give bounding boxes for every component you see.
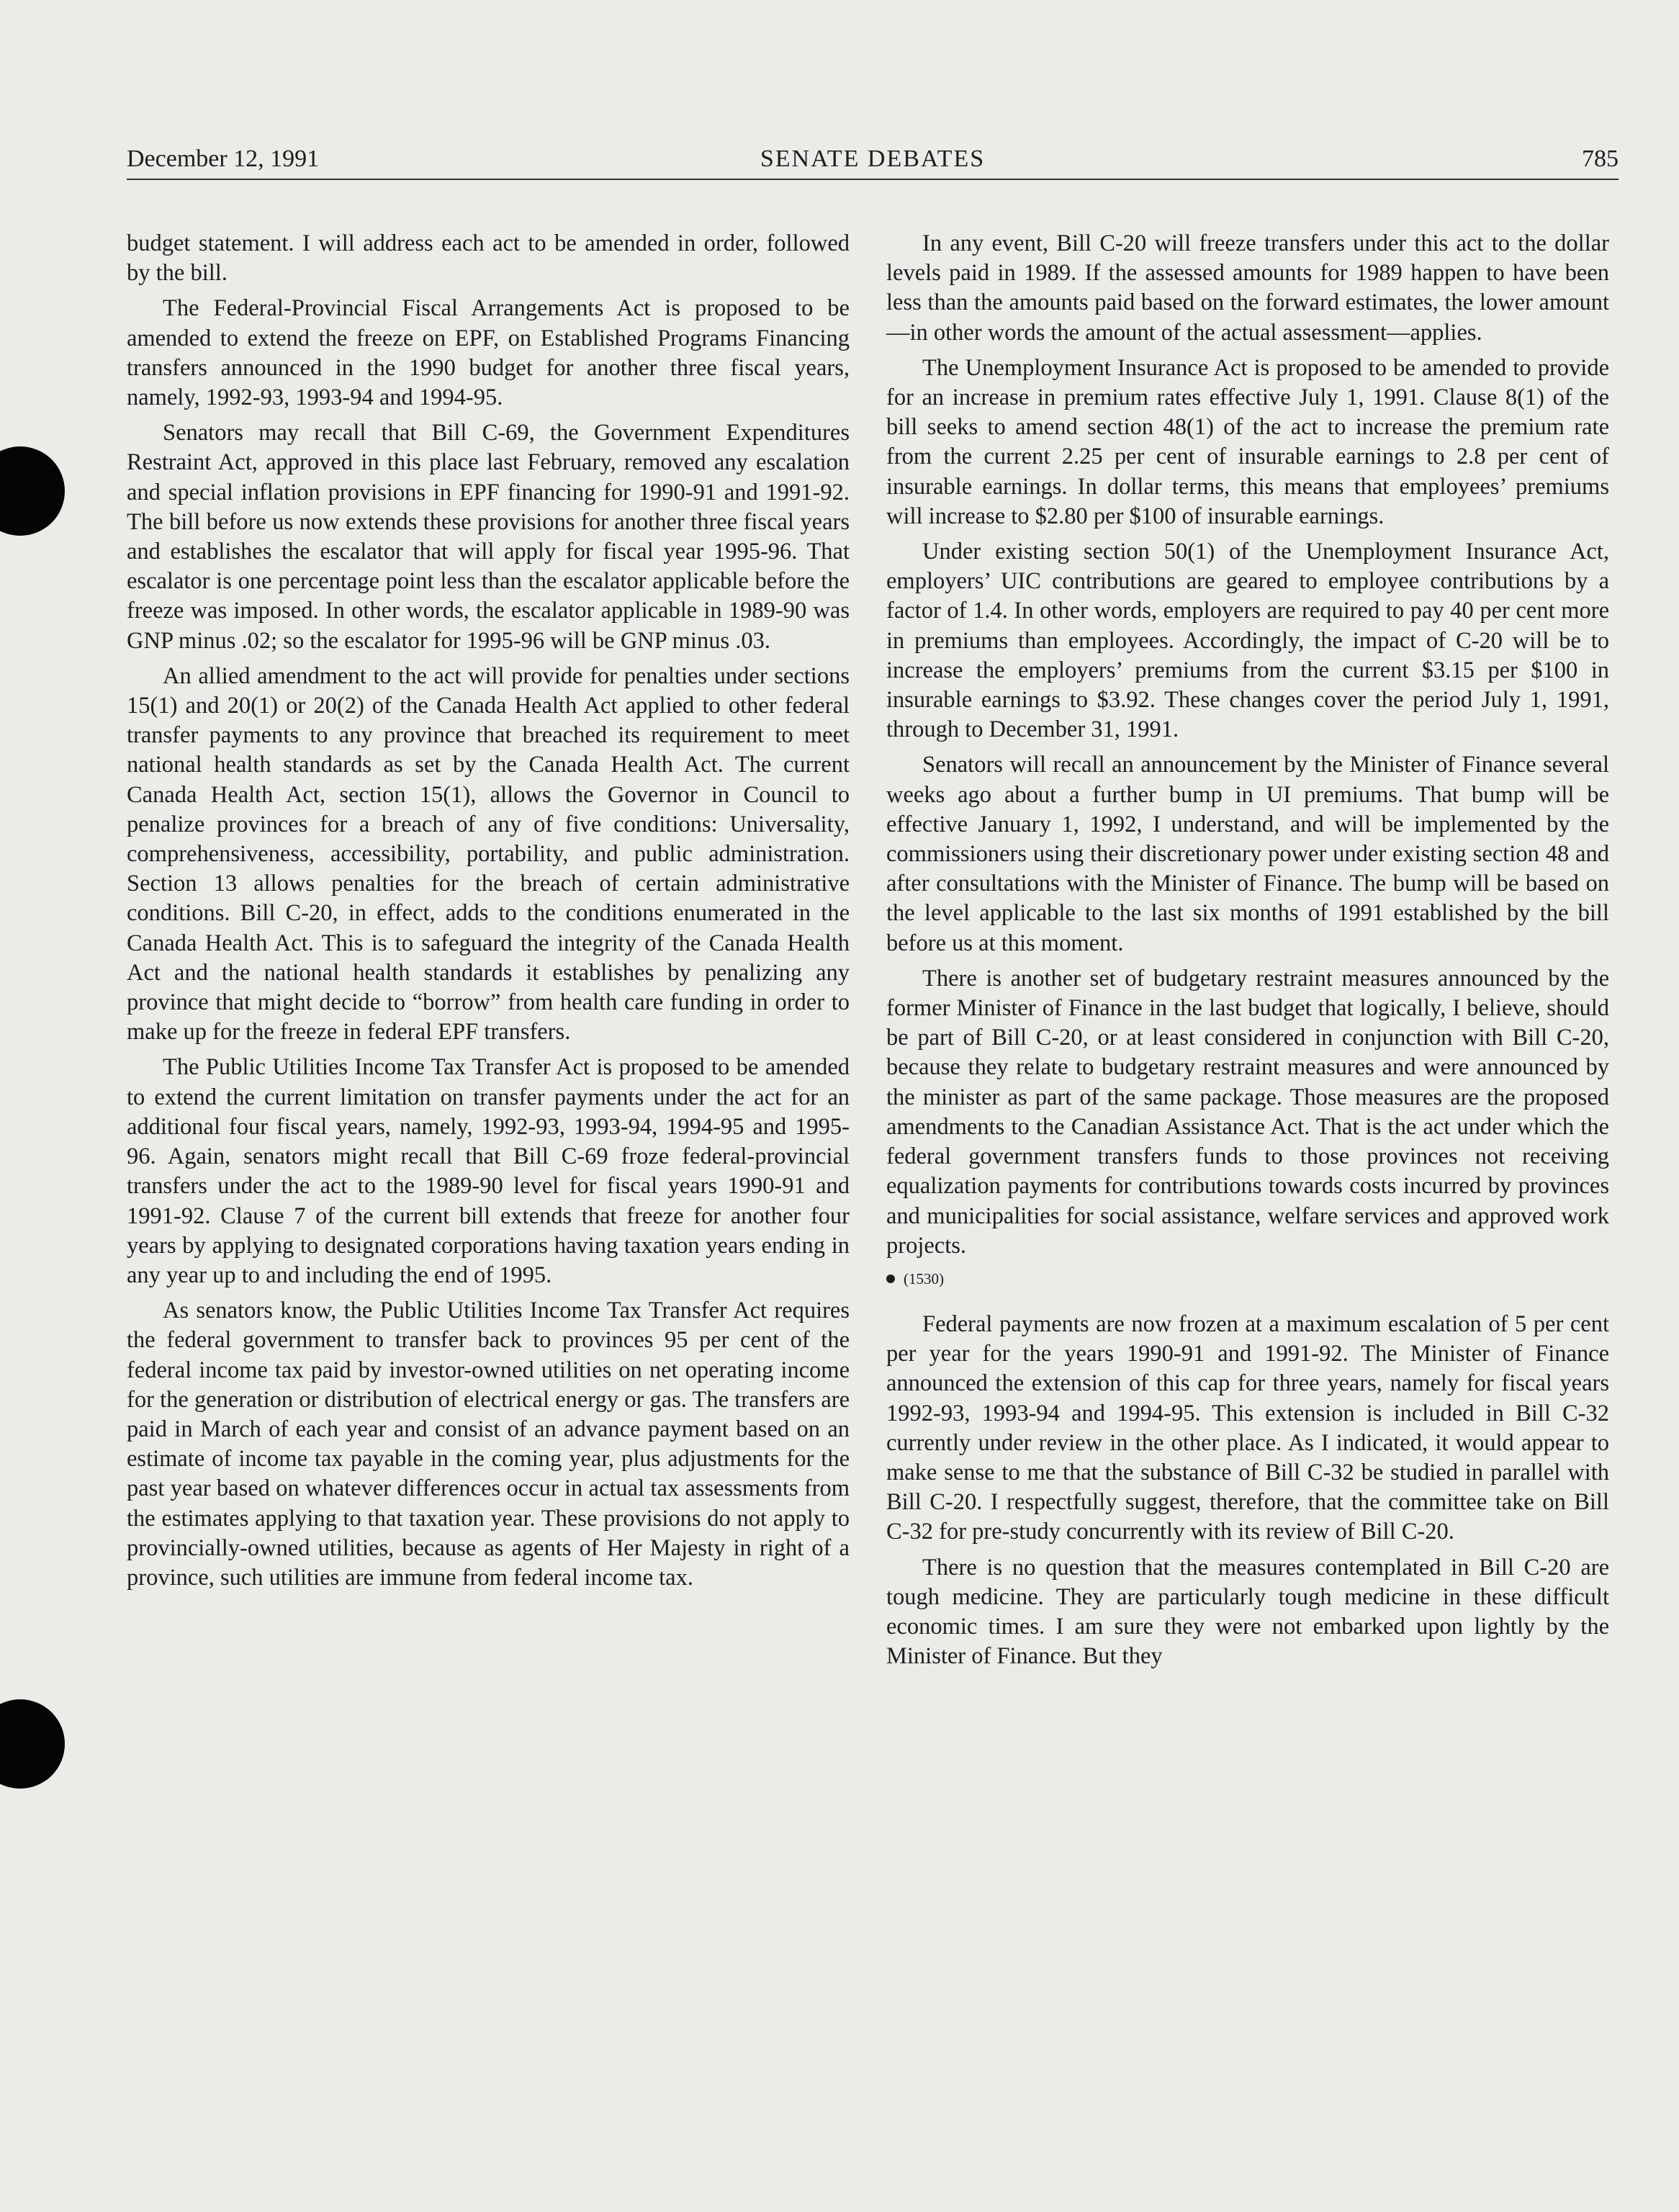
paragraph: The Unemployment Insurance Act is proposed to be amended to provide for an increase in premium rates effective July 1, 1991. Clause 8(1) of the bill seeks to amend section 48(1) of the act to increase the premium rate from the current 2.25 per cent of insurable earnings to 2.8 per cent of insurable earnings. In dollar terms, this means that employees’ premiums will increase to $2.80 per $100 of insurable earnings. (886, 354, 1609, 529)
time-marker (886, 1268, 1609, 1290)
binder-hole-top (0, 446, 65, 536)
right-column (886, 229, 1609, 1677)
page-header (127, 143, 1619, 176)
time-marker-label: (1530) (904, 1269, 944, 1287)
page-number: 785 (1582, 145, 1619, 172)
left-column (127, 229, 850, 1599)
paragraph: In any event, Bill C-20 will freeze transfers under this act to the dollar levels paid in 1989. If the assessed amounts for 1989 happen to have been less than the amounts paid based on the forward estimates, the lower amount—in other words the amount of the actual assessment—applies. (886, 230, 1609, 346)
header-date: December 12, 1991 (127, 145, 320, 172)
paragraph: The Federal-Provincial Fiscal Arrangements Act is proposed to be amended to extend the freeze on EPF, on Established Programs Financing transfers announced in the 1990 budget for another three fiscal years, namely, 1992-93, 1993-94 and 1994-95. (127, 295, 850, 411)
paragraph: Senators may recall that Bill C-69, the Government Expenditures Restraint Act, approved in this place last February, removed any escalation and special inflation provisions in EPF financing for 1990-91 and 1991-92. The bill before us now extends these provisions for another three fiscal years and establishes the escalator that will apply for fiscal year 1995-96. That escalator is one percentage point less than the escalator applicable before the freeze was imposed. In other words, the escalator applicable in 1989-90 was GNP minus .02; so the escalator for 1995-96 will be GNP minus .03. (127, 420, 850, 654)
paragraph: Senators will recall an announcement by the Minister of Finance several weeks ago about a further bump in UI premiums. That bump will be effective January 1, 1992, I understand, and will be implemented by the commissioners using their discretionary power under existing section 48 and after consultations with the Minister of Finance. The bump will be based on the level applicable to the last six months of 1991 established by the bill before us at this moment. (886, 752, 1609, 956)
paragraph: budget statement. I will address each act to be amended in order, followed by the bill. (127, 230, 850, 287)
paragraph: Federal payments are now frozen at a maximum escalation of 5 per cent per year for the years 1990-91 and 1991-92. The Minister of Finance announced the extension of this cap for three years, namely for fiscal years 1992-93, 1993-94 and 1994-95. This extension is included in Bill C-32 currently under review in the other place. As I indicated, it would appear to make sense to me that the substance of Bill C-32 be studied in parallel with Bill C-20. I respectfully suggest, therefore, that the committee take on Bill C-32 for pre-study concurrently with its review of Bill C-20. (886, 1310, 1609, 1545)
bullet-icon (886, 1274, 895, 1283)
binder-hole-bottom (0, 1699, 65, 1789)
paragraph: Under existing section 50(1) of the Unemployment Insurance Act, employers’ UIC contributions are geared to employee contributions by a factor of 1.4. In other words, employers are required to pay 40 per cent more in premiums than employees. Accordingly, the impact of C-20 will be to increase the employers’ premiums from the current $3.15 per $100 in insurable earnings to $3.92. These changes cover the period July 1, 1991, through to December 31, 1991. (886, 539, 1609, 743)
header-title: SENATE DEBATES (760, 145, 986, 172)
paragraph: The Public Utilities Income Tax Transfer Act is proposed to be amended to extend the current limitation on transfer payments under the act for an additional four fiscal years, namely, 1992-93, 1993-94, 1994-95 and 1995-96. Again, senators might recall that Bill C-69 froze federal-provincial transfers under the act to the 1989-90 level for fiscal years 1990-91 and 1991-92. Clause 7 of the current bill extends that freeze for another four years by applying to designated corporations having taxation years ending in any year up to and including the end of 1995. (127, 1054, 850, 1288)
header-rule (127, 179, 1619, 180)
paragraph: As senators know, the Public Utilities Income Tax Transfer Act requires the federal government to transfer back to provinces 95 per cent of the federal income tax paid by investor-owned utilities on net operating income for the generation or distribution of electrical energy or gas. The transfers are paid in March of each year and consist of an advance payment based on an estimate of income tax payable in the coming year, plus adjustments for the past year based on whatever differences occur in actual tax assessments from the estimates applying to that taxation year. These provisions do not apply to provincially-owned utilities, because as agents of Her Majesty in right of a province, such utilities are immune from federal income tax. (127, 1298, 850, 1591)
paragraph: An allied amendment to the act will provide for penalties under sections 15(1) and 20(1) or 20(2) of the Canada Health Act applied to other federal transfer payments to any province that breached its requirement to meet national health standards as set by the Canada Health Act. The current Canada Health Act, section 15(1), allows the Governor in Council to penalize provinces for a breach of any of five conditions: Universality, comprehensiveness, accessibility, portability, and public administration. Section 13 allows penalties for the breach of certain administrative conditions. Bill C-20, in effect, adds to the conditions enumerated in the Canada Health Act. This is to safeguard the integrity of the Canada Health Act and the national health standards it establishes by penalizing any province that might decide to “borrow” from health care funding in order to make up for the freeze in federal EPF transfers. (127, 662, 850, 1046)
paragraph: There is no question that the measures contemplated in Bill C-20 are tough medicine. They are particularly tough medicine in these difficult economic times. I am sure they were not embarked upon lightly by the Minister of Finance. But they (886, 1554, 1609, 1670)
paragraph: There is another set of budgetary restraint measures announced by the former Minister of Finance in the last budget that logically, I believe, should be part of Bill C-20, or at least considered in conjunction with Bill C-20, because they relate to budgetary restraint measures and were announced by the minister as part of the same package. Those measures are the proposed amendments to the Canadian Assistance Act. That is the act under which the federal government transfers funds to those provinces not receiving equalization payments for contributions towards costs incurred by provinces and municipalities for social assistance, welfare services and approved work projects. (886, 965, 1609, 1259)
